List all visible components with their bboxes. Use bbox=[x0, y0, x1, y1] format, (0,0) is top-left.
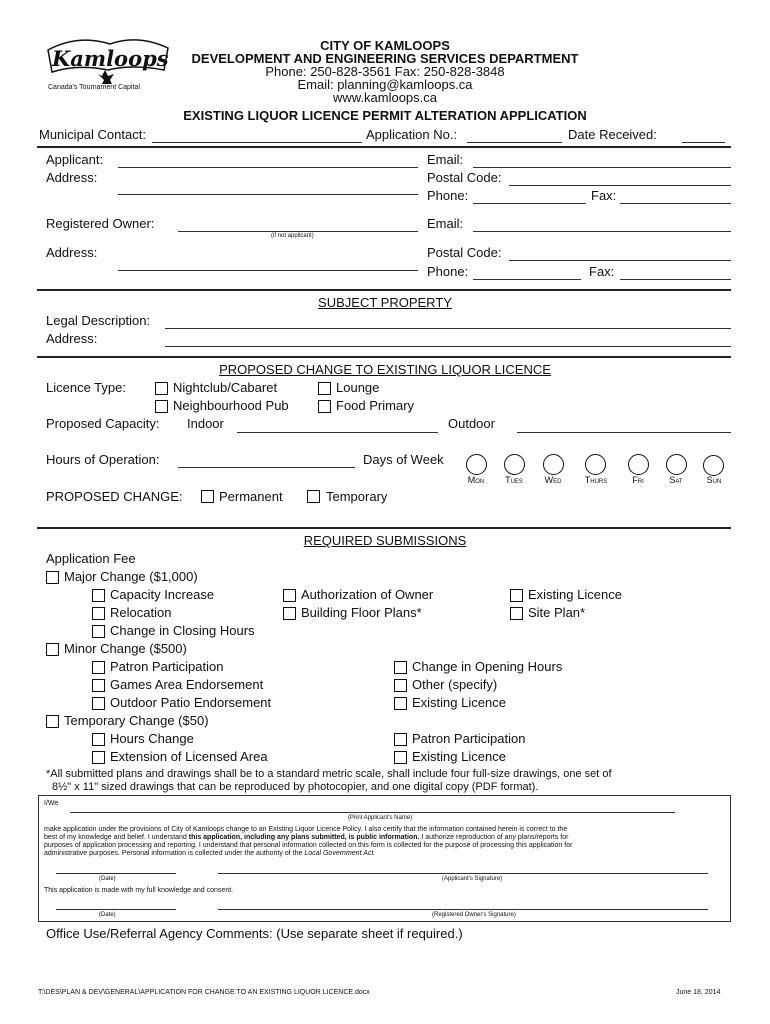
authorization-owner-checkbox[interactable] bbox=[283, 589, 296, 602]
site-plan-label: Site Plan* bbox=[528, 605, 586, 620]
day-fri-circle[interactable] bbox=[628, 454, 649, 475]
nightclub-label: Nightclub/Cabaret bbox=[173, 380, 278, 395]
change-closing-hours-checkbox[interactable] bbox=[92, 625, 105, 638]
logo-tagline: Canada's Tournament Capital bbox=[48, 84, 140, 91]
department-name: DEVELOPMENT AND ENGINEERING SERVICES DEPARTMENT bbox=[191, 51, 579, 66]
owner-postal-field[interactable] bbox=[509, 260, 731, 261]
legal-description-field[interactable] bbox=[165, 328, 731, 329]
food-primary-checkbox[interactable] bbox=[318, 400, 331, 413]
temporary-label: Temporary bbox=[326, 489, 388, 504]
owner-postal-label: Postal Code: bbox=[427, 245, 502, 260]
applicant-postal-label: Postal Code: bbox=[427, 170, 502, 185]
declaration-text-4a: administrative purposes. Personal information is collected under the authority of the bbox=[44, 850, 305, 857]
date-received-label: Date Received: bbox=[568, 127, 657, 142]
existing-licence-minor-label: Existing Licence bbox=[412, 695, 506, 710]
declaration-text-2 bbox=[44, 834, 568, 841]
licence-type-label: Licence Type: bbox=[46, 380, 126, 395]
games-area-label: Games Area Endorsement bbox=[110, 677, 264, 692]
patron-participation-minor-checkbox[interactable] bbox=[92, 661, 105, 674]
other-specify-checkbox[interactable] bbox=[394, 679, 407, 692]
applicant-date-caption: (Date) bbox=[99, 876, 116, 882]
extension-area-checkbox[interactable] bbox=[92, 751, 105, 764]
hours-change-checkbox[interactable] bbox=[92, 733, 105, 746]
proposed-capacity-label: Proposed Capacity: bbox=[46, 416, 160, 431]
permanent-checkbox[interactable] bbox=[201, 490, 214, 503]
applicant-fax-field[interactable] bbox=[620, 203, 731, 204]
relocation-label: Relocation bbox=[110, 605, 172, 620]
day-wed-circle[interactable] bbox=[543, 454, 564, 475]
temporary-change-label: Temporary Change ($50) bbox=[64, 713, 209, 728]
owner-field[interactable] bbox=[178, 231, 418, 232]
hours-of-operation-label: Hours of Operation: bbox=[46, 452, 160, 467]
municipal-contact-field[interactable] bbox=[152, 142, 362, 143]
day-fri-label: Fri bbox=[632, 475, 644, 485]
existing-licence-temp-label: Existing Licence bbox=[412, 749, 506, 764]
date-received-field[interactable] bbox=[682, 142, 725, 143]
declaration-text-2a: best of my knowledge and belief. I understand bbox=[44, 834, 189, 841]
consent-statement: This application is made with my full knowledge and consent. bbox=[44, 887, 234, 894]
days-of-week-label: Days of Week bbox=[363, 452, 444, 467]
owner-email-field[interactable] bbox=[473, 231, 731, 232]
drawings-note-line1: *All submitted plans and drawings shall be to a standard metric scale, shall include four full-size drawings, one set of bbox=[46, 768, 612, 780]
day-sun-circle[interactable] bbox=[703, 455, 724, 476]
day-wed-label: Wed bbox=[544, 475, 562, 485]
footer-date: June 18, 2014 bbox=[676, 989, 721, 996]
application-no-label: Application No.: bbox=[366, 127, 458, 142]
owner-date-caption: (Date) bbox=[99, 912, 116, 918]
declaration-text-1: make application under the provisions of City of Kamloops change to an Existing Liquor Licence Policy. I also certify that the information contained herein is correct to the bbox=[44, 826, 568, 833]
temporary-change-checkbox[interactable] bbox=[46, 715, 59, 728]
day-tues-label: Tues bbox=[505, 475, 523, 485]
food-primary-label: Food Primary bbox=[336, 398, 415, 413]
required-submissions-heading: REQUIRED SUBMISSIONS bbox=[303, 533, 467, 548]
major-change-label: Major Change ($1,000) bbox=[64, 569, 198, 584]
section-divider bbox=[37, 289, 731, 291]
day-thurs-label: Thurs bbox=[584, 475, 608, 485]
major-change-checkbox[interactable] bbox=[46, 571, 59, 584]
lounge-label: Lounge bbox=[336, 380, 380, 395]
owner-signature-caption: (Registered Owner's Signature) bbox=[432, 912, 516, 918]
owner-address-field[interactable] bbox=[118, 270, 418, 271]
building-floor-plans-label: Building Floor Plans* bbox=[301, 605, 422, 620]
applicant-field[interactable] bbox=[118, 167, 418, 168]
applicant-label: Applicant: bbox=[46, 152, 104, 167]
application-fee-label: Application Fee bbox=[46, 551, 136, 566]
declaration-text-4b: Local Government Act. bbox=[304, 850, 376, 857]
form-title: EXISTING LIQUOR LICENCE PERMIT ALTERATION APPLICATION bbox=[183, 108, 587, 123]
department-email: Email: planning@kamloops.ca bbox=[297, 77, 473, 92]
patron-participation-minor-label: Patron Participation bbox=[110, 659, 224, 674]
owner-phone-label: Phone: bbox=[427, 264, 469, 279]
existing-licence-major-checkbox[interactable] bbox=[510, 589, 523, 602]
owner-phone-field[interactable] bbox=[473, 279, 581, 280]
applicant-postal-field[interactable] bbox=[509, 185, 731, 186]
declaration-text-4 bbox=[44, 850, 375, 857]
existing-licence-temp-checkbox[interactable] bbox=[394, 751, 407, 764]
department-website: www.kamloops.ca bbox=[332, 90, 438, 105]
applicant-signature-caption: (Applicant's Signature) bbox=[442, 876, 503, 882]
indoor-label: Indoor bbox=[187, 416, 224, 431]
building-floor-plans-checkbox[interactable] bbox=[283, 607, 296, 620]
print-name-field[interactable] bbox=[70, 812, 675, 813]
kamloops-logo bbox=[38, 36, 178, 96]
applicant-phone-field[interactable] bbox=[473, 203, 586, 204]
drawings-note-line2: 8½" x 11" sized drawings that can be reproduced by photocopier, and one digital copy (PDF format). bbox=[52, 781, 539, 793]
capacity-increase-label: Capacity Increase bbox=[110, 587, 215, 602]
city-name: CITY OF KAMLOOPS bbox=[320, 38, 450, 53]
day-mon-circle[interactable] bbox=[466, 454, 487, 475]
day-tues-circle[interactable] bbox=[504, 454, 525, 475]
neighbourhood-pub-label: Neighbourhood Pub bbox=[173, 398, 289, 413]
applicant-date-field[interactable] bbox=[56, 873, 176, 874]
indoor-capacity-field[interactable] bbox=[237, 432, 438, 433]
hours-change-label: Hours Change bbox=[110, 731, 194, 746]
capacity-increase-checkbox[interactable] bbox=[92, 589, 105, 602]
section-divider bbox=[37, 527, 731, 529]
legal-description-label: Legal Description: bbox=[46, 313, 151, 328]
owner-address-label: Address: bbox=[46, 245, 98, 260]
owner-fax-label: Fax: bbox=[589, 264, 615, 279]
proposed-change-heading: PROPOSED CHANGE TO EXISTING LIQUOR LICENCE bbox=[219, 362, 551, 377]
declaration-text-2b: this application, including any plans submitted, is public information. bbox=[188, 834, 420, 841]
day-sat-label: Sat bbox=[669, 475, 683, 485]
outdoor-capacity-field[interactable] bbox=[517, 432, 731, 433]
patron-participation-temp-checkbox[interactable] bbox=[394, 733, 407, 746]
outdoor-label: Outdoor bbox=[448, 416, 495, 431]
day-sat-circle[interactable] bbox=[666, 454, 687, 475]
proposed-change-label: PROPOSED CHANGE: bbox=[46, 489, 183, 504]
change-opening-hours-label: Change in Opening Hours bbox=[412, 659, 563, 674]
subject-property-heading: SUBJECT PROPERTY bbox=[318, 295, 452, 310]
relocation-checkbox[interactable] bbox=[92, 607, 105, 620]
lounge-checkbox[interactable] bbox=[318, 382, 331, 395]
existing-licence-major-label: Existing Licence bbox=[528, 587, 622, 602]
declaration-text-2c: I authorize reproduction of any plans/reports for bbox=[419, 834, 569, 841]
property-address-label: Address: bbox=[46, 331, 98, 346]
extension-area-label: Extension of Licensed Area bbox=[110, 749, 268, 764]
existing-licence-minor-checkbox[interactable] bbox=[394, 697, 407, 710]
permanent-label: Permanent bbox=[219, 489, 283, 504]
applicant-address-label: Address: bbox=[46, 170, 98, 185]
applicant-phone-label: Phone: bbox=[427, 188, 469, 203]
nightclub-checkbox[interactable] bbox=[155, 382, 168, 395]
authorization-owner-label: Authorization of Owner bbox=[301, 587, 434, 602]
i-we-label: I/We bbox=[44, 800, 59, 807]
minor-change-checkbox[interactable] bbox=[46, 643, 59, 656]
other-specify-label: Other (specify) bbox=[412, 677, 498, 692]
site-plan-checkbox[interactable] bbox=[510, 607, 523, 620]
minor-change-label: Minor Change ($500) bbox=[64, 641, 187, 656]
section-divider bbox=[37, 356, 731, 358]
owner-fax-field[interactable] bbox=[620, 279, 731, 280]
owner-label: Registered Owner: bbox=[46, 216, 155, 231]
owner-email-label: Email: bbox=[427, 216, 464, 231]
application-no-field[interactable] bbox=[467, 142, 562, 143]
games-area-checkbox[interactable] bbox=[92, 679, 105, 692]
applicant-email-field[interactable] bbox=[473, 167, 731, 168]
applicant-signature-field[interactable] bbox=[218, 873, 708, 874]
outdoor-patio-checkbox[interactable] bbox=[92, 697, 105, 710]
section-divider bbox=[37, 146, 731, 148]
print-name-caption: (Print Applicant's Name) bbox=[348, 815, 413, 821]
applicant-email-label: Email: bbox=[427, 152, 464, 167]
owner-signature-field[interactable] bbox=[218, 909, 708, 910]
office-use-heading: Office Use/Referral Agency Comments: (Use separate sheet if required.) bbox=[46, 926, 463, 941]
change-opening-hours-checkbox[interactable] bbox=[394, 661, 407, 674]
patron-participation-temp-label: Patron Participation bbox=[412, 731, 526, 746]
footer-file-path: T:\DES\PLAN & DEV\GENERAL\APPLICATION FOR CHANGE TO AN EXISTING LIQUOR LICENCE.docx bbox=[38, 989, 370, 996]
owner-date-field[interactable] bbox=[56, 909, 176, 910]
phone-fax: Phone: 250-828-3561 Fax: 250-828-3848 bbox=[265, 64, 505, 79]
logo-wordmark: Kamloops bbox=[52, 46, 169, 71]
day-sun-label: Sun bbox=[706, 475, 722, 485]
outdoor-patio-label: Outdoor Patio Endorsement bbox=[110, 695, 272, 710]
change-closing-hours-label: Change in Closing Hours bbox=[110, 623, 255, 638]
day-thurs-circle[interactable] bbox=[585, 454, 606, 475]
hours-of-operation-field[interactable] bbox=[178, 467, 355, 468]
temporary-checkbox[interactable] bbox=[307, 490, 320, 503]
declaration-text-3: purposes of application processing and reporting. I understand that personal information collected on this form is collected for the purpose of processing this application for bbox=[44, 842, 573, 849]
day-mon-label: Mon bbox=[467, 475, 485, 485]
property-address-field[interactable] bbox=[165, 346, 731, 347]
neighbourhood-pub-checkbox[interactable] bbox=[155, 400, 168, 413]
if-not-applicant-note: (if not applicant) bbox=[271, 233, 314, 239]
applicant-fax-label: Fax: bbox=[591, 188, 617, 203]
municipal-contact-label: Municipal Contact: bbox=[39, 127, 146, 142]
applicant-address-field[interactable] bbox=[118, 194, 418, 195]
